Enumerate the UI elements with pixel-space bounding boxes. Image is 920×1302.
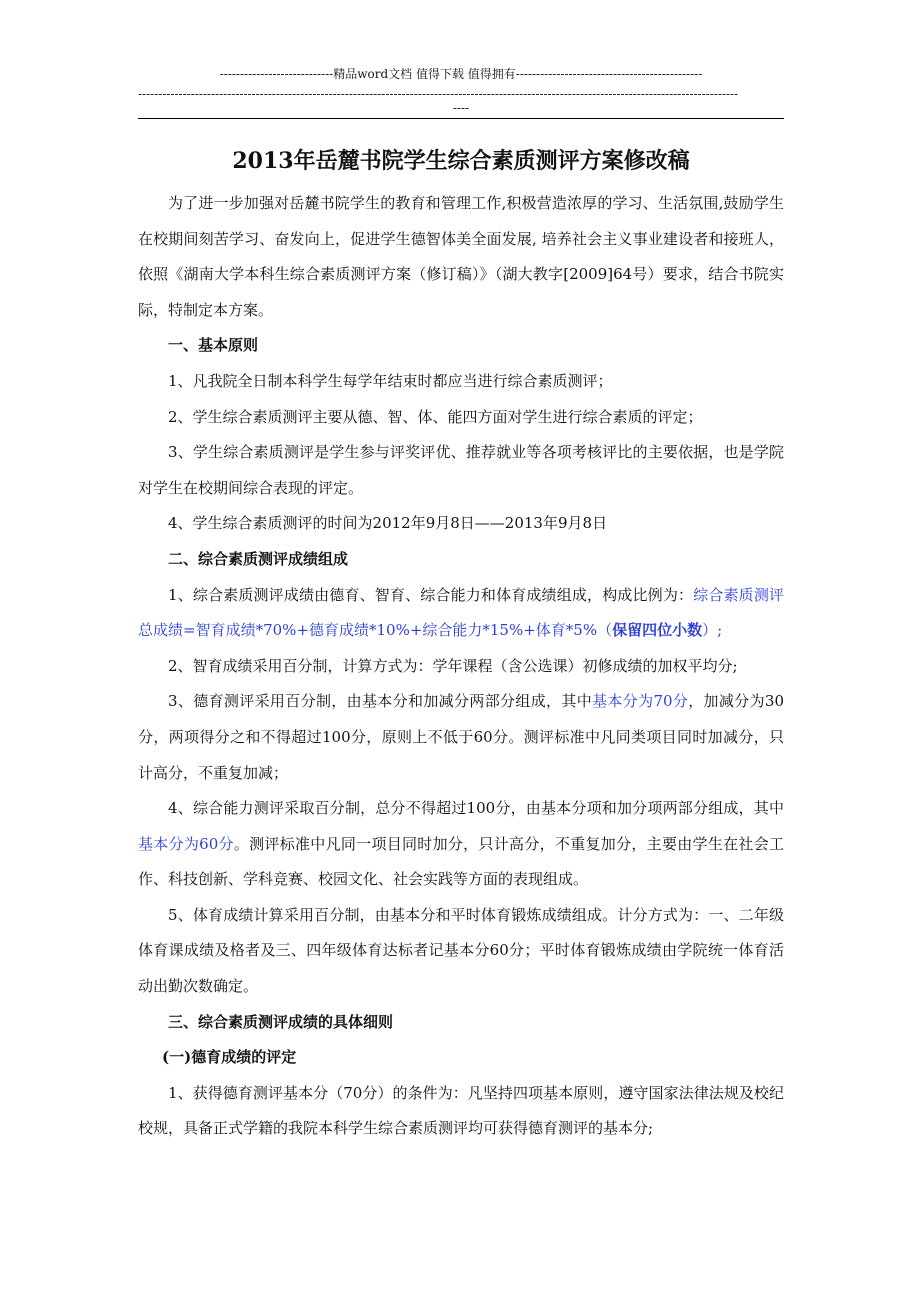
moral-item-1: 1、获得德育测评基本分（70分）的条件为：凡坚持四项基本原则，遵守国家法律法规及校纪校规，具备正式学籍的我院本科学生综合素质测评均可获得德育测评的基本分;: [138, 1083, 784, 1138]
composition-item-1: [138, 578, 784, 649]
composition-item-3-text: 3、德育测评采用百分制，由基本分和加减分两部分组成，其中: [168, 692, 593, 711]
composition-item-2: 2、智育成绩采用百分制，计算方式为：学年课程（含公选课）初修成绩的加权平均分;: [168, 656, 738, 675]
header-line-1: ----------------------------精品word文档 值得下载 值得拥有----------------------------------------------: [219, 67, 703, 81]
decimal-note: 保留四位小数: [612, 621, 703, 640]
principle-item-2: 2、学生综合素质测评主要从德、智、体、能四方面对学生进行综合素质的评定；: [168, 407, 703, 426]
composition-item-3-rest: ，加减分为30分，两项得分之和不得超过100分，原则上不低于60分。测评标准中凡同类项目同时加减分，只计高分，不重复加减；: [138, 692, 785, 782]
document-title: 2013年岳麓书院学生综合素质测评方案修改稿: [232, 148, 690, 174]
principle-item-4: 4、学生综合素质测评的时间为2012年9月8日——2013年9月8日: [168, 514, 608, 533]
document-body: [138, 186, 784, 1147]
composition-item-1-text: 1、综合素质测评成绩由德育、智育、综合能力和体育成绩组成，构成比例为：: [168, 585, 694, 604]
composition-item-3: [138, 684, 784, 791]
intro-paragraph: 为了进一步加强对岳麓书院学生的教育和管理工作,积极营造浓厚的学习、生活氛围,鼓励学生在校期间刻苦学习、奋发向上，促进学生德智体美全面发展, 培养社会主义事业建设者和接班人，依照《湖南大学本科生综合素质测评方案（修订稿）》（湖大教字[2009]64号）要求，结合书院实际，特制定本方案。: [138, 194, 784, 319]
section-heading-1: 一、基本原则: [168, 336, 259, 355]
composition-item-4: [138, 791, 784, 898]
section-heading-3: 三、综合素质测评成绩的具体细则: [168, 1012, 394, 1031]
ability-base-score: 基本分为60分: [138, 834, 234, 853]
principle-item-3: 3、学生综合素质测评是学生参与评奖评优、推荐就业等各项考核评比的主要依据，也是学院对学生在校期间综合表现的评定。: [138, 443, 784, 497]
moral-base-score: 基本分为70分: [592, 692, 689, 711]
composition-item-4-text: 4、综合能力测评采取百分制，总分不得超过100分，由基本分项和加分项两部分组成，其中: [168, 799, 784, 818]
header-line-3: ----: [452, 101, 470, 115]
composition-item-4-rest: 。测评标准中凡同一项目同时加分，只计高分，不重复加分，主要由学生在社会工作、科技创新、学科竞赛、校园文化、社会实践等方面的表现组成。: [138, 834, 784, 889]
principle-item-1: 1、凡我院全日制本科学生每学年结束时都应当进行综合素质测评；: [168, 371, 613, 390]
score-formula-end: ）;: [702, 621, 723, 640]
header-rule: [138, 118, 784, 119]
score-formula-text: 综合素质测评总成绩=智育成绩*70%+德育成绩*10%+综合能力*15%+体育*5%（: [138, 585, 784, 640]
composition-item-5: 5、体育成绩计算采用百分制，由基本分和平时体育锻炼成绩组成。计分方式为：一、二年级体育课成绩及格者及三、四年级体育达标者记基本分60分；平时体育锻炼成绩由学院统一体育活动出勤次数确定。: [138, 905, 784, 996]
header-line-2: ----------------------------------------------------------------------------------------------------------------------------------------------------: [138, 87, 739, 101]
subsection-heading-moral: (一)德育成绩的评定: [162, 1048, 297, 1067]
section-heading-2: 二、综合素质测评成绩组成: [168, 549, 349, 568]
